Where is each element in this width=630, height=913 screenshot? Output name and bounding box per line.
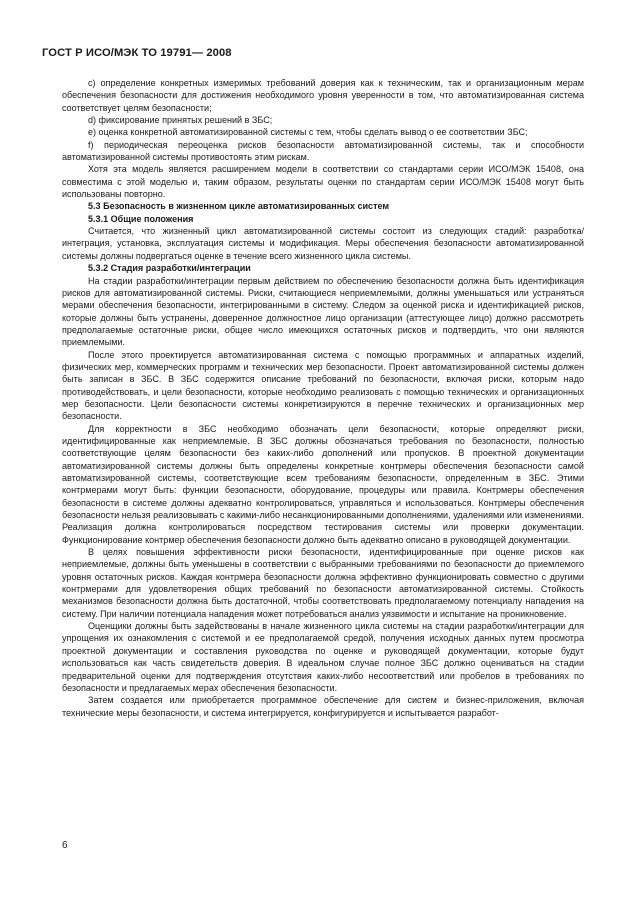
page-content (62, 77, 584, 719)
paragraph-item-c: c) определение конкретных измеримых требований доверия как к техническим, так и организационным мерам обеспечения безопасности для достижения необходимого уровня уверенности в том, что автоматизированная система соответствует целям безопасности; (62, 78, 584, 113)
paragraph-risk-identification: На стадии разработки/интеграции первым действием по обеспечению безопасности должна быть идентификация рисков для автоматизированной системы. Риски, считающиеся неприемлемыми, должны уменьшаться или устраняться мерами обеспечения безопасности, интегрированными в систему. Следом за оценкой риска и идентификацией рисков, которые должны быть устранены, доверенное должностное лицо организации (аттестующее лицо) должно рассмотреть предполагаемые остаточные риски, общее число имеющихся остаточных рисков и подтвердить, что они являются приемлемыми. (62, 275, 584, 348)
paragraph-evaluators: Оценщики должны быть задействованы в начале жизненного цикла системы на стадии разработки/интеграции для упрощения их ознакомления с системой и ее предполагаемой средой, получения исходных данных путем просмотра проектной документации и составления руководства по оценке и руководящей документации, которые будут использоваться как часть свидетельств доверия. В идеальном случае полное ЗБС должно оцениваться на стадии предварительной оценки для подтверждения отсутствия каких-либо несоответствий или пробелов в требованиях по безопасности и предлагаемых мерах обеспечения безопасности. (62, 621, 584, 693)
paragraph-item-d: d) фиксирование принятых решений в ЗБС; (88, 115, 273, 126)
paragraph-correctness: Для корректности в ЗБС необходимо обозначать цели безопасности, которые определяют риски, идентифицированные как неприемлемые. В ЗБС должны обозначаться требования по безопасности, полностью соответствующие целям безопасности без каких-либо дополнений или пропусков. В проектной документации автоматизированной системы должны быть определены конкретные контрмеры обеспечения безопасности самой автоматизированной системы, соответствующие всем требованиям безопасности, определенным в ЗБС. Этими контрмерами могут быть: функции безопасности, оборудование, процедуры или правила. Контрмеры обеспечения безопасности в системе должны адекватно контролироваться, управляться и использоваться. Контрмеры обеспечения безопасности нельзя реализовывать с какими-либо несанкционированными дополнениями, удалениями или изменениями. Реализация должна контролироваться посредством тестирования системы или проверки документации. Функционирование контрмер обеспечения безопасности должно быть адекватно описано в руководящей документации. (62, 423, 584, 545)
paragraph-item-e: e) оценка конкретной автоматизированной системы с тем, чтобы сделать вывод о ее соответствии ЗБС; (88, 127, 528, 138)
paragraph-lifecycle: Считается, что жизненный цикл автоматизированной системы состоит из следующих стадий: разработка/интеграция, установка, эксплуатация системы и модификация. Меры обеспечения безопасности автоматизированной системы должны подвергаться оценке в течение всего жизненного цикла системы. (62, 226, 584, 261)
section-heading-5-3-2: 5.3.2 Стадия разработки/интеграции (88, 263, 251, 274)
section-heading-5-3-1: 5.3.1 Общие положения (88, 213, 194, 224)
paragraph-software-integration: Затем создается или приобретается программное обеспечение для систем и бизнес-приложения, включая технические меры безопасности, и система интегрируется, конфигурируется и испытывается разработ- (62, 695, 584, 718)
paragraph-system-design: После этого проектируется автоматизированная система с помощью программных и аппаратных изделий, физических мер, коммерческих программ и технических мер безопасности. Проект автоматизированной системы должен быть записан в ЗБС. В ЗБС содержится описание требований по безопасности, включая риски, которым надо противодействовать, и цели безопасности, которые необходимо реализовать с помощью технических и организационных мер безопасности. Цели безопасности системы конкретизируются в перечне технических и организационных мер безопасности. (62, 349, 584, 422)
section-heading-5-3: 5.3 Безопасность в жизненном цикле автоматизированных систем (88, 201, 390, 212)
paragraph-item-f: f) периодическая переоценка рисков безопасности автоматизированной системы, так и способности автоматизированной системы противостоять этим рискам. (62, 139, 584, 163)
page-number: 6 (62, 840, 68, 851)
paragraph-effectiveness: В целях повышения эффективности риски безопасности, идентифицированные при оценке рисков как неприемлемые, должны быть уменьшены в соответствии с выбранными требованиями по безопасности до приемлемого уровня остаточных рисков. Каждая контрмера безопасности должна эффективно функционировать совместно с другими контрмерами для удовлетворения общих требований по безопасности автоматизированной системы. Стойкость механизмов безопасности должна быть достаточной, чтобы соответствовать предполагаемому потенциалу нападения на систему. При наличии потенциала нападения может потребоваться анализ уязвимости и испытание на проникновение. (62, 547, 584, 619)
paragraph-model-compatibility: Хотя эта модель является расширением модели в соответствии со стандартами серии ИСО/МЭК 15408, она совместима с этой моделью и, таким образом, результаты оценки по стандартам серии ИСО/МЭК 15408 могут быть использованы повторно. (62, 164, 584, 200)
standard-header: ГОСТ Р ИСО/МЭК ТО 19791— 2008 (42, 47, 232, 59)
